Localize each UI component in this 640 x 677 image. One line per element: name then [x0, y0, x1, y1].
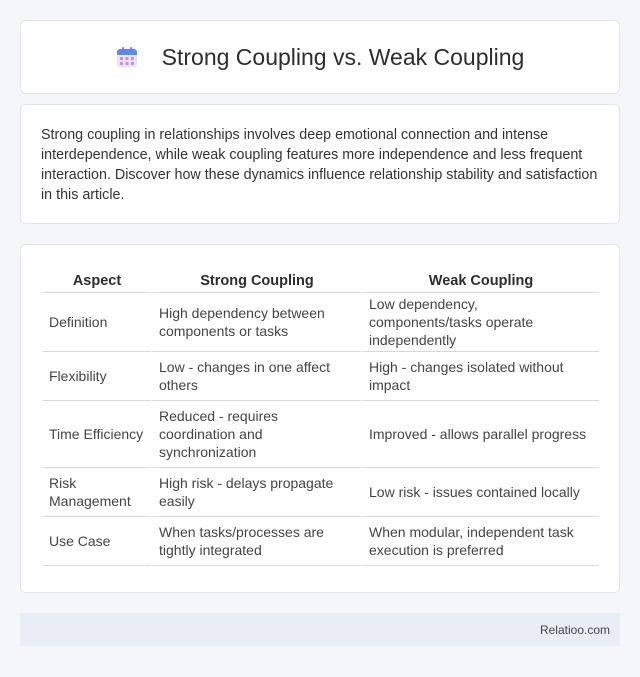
comparison-table	[43, 265, 599, 566]
intro-paragraph: Strong coupling in relationships involves deep emotional connection and intense interdependence, while weak coupling features more independence and less frequent interaction. Discover how these dynamics influence relationship stability and satisfaction in this article.	[41, 127, 598, 203]
table-row	[43, 293, 599, 352]
header-strong-coupling: Strong Coupling	[151, 265, 361, 293]
page-title: Strong Coupling vs. Weak Coupling	[161, 43, 525, 70]
row-strong: High dependency between components or tasks	[151, 293, 361, 352]
row-aspect: Definition	[43, 293, 151, 352]
row-weak: Low dependency, components/tasks operate independently	[361, 293, 599, 352]
table-row	[43, 468, 599, 517]
footer-site-name[interactable]: Relatioo.com	[539, 622, 610, 637]
row-weak: High - changes isolated without impact	[361, 352, 599, 401]
row-strong: Low - changes in one affect others	[151, 352, 361, 401]
row-aspect: Flexibility	[43, 352, 151, 401]
table-row	[43, 352, 599, 401]
table-row	[43, 517, 599, 566]
intro-card	[20, 104, 620, 224]
calendar-icon	[116, 46, 138, 68]
header-aspect: Aspect	[43, 265, 151, 293]
row-strong: High risk - delays propagate easily	[151, 468, 361, 517]
row-aspect: Time Efficiency	[43, 401, 151, 468]
header-weak-coupling: Weak Coupling	[361, 265, 599, 293]
table-header-row	[43, 265, 599, 293]
row-strong: When tasks/processes are tightly integrated	[151, 517, 361, 566]
footer	[20, 613, 620, 646]
title-card	[20, 20, 620, 94]
row-weak: When modular, independent task execution is preferred	[361, 517, 599, 566]
row-aspect: Use Case	[43, 517, 151, 566]
row-strong: Reduced - requires coordination and synchronization	[151, 401, 361, 468]
row-weak: Improved - allows parallel progress	[361, 401, 599, 468]
row-aspect: Risk Management	[43, 468, 151, 517]
comparison-card	[20, 244, 620, 593]
table-row	[43, 401, 599, 468]
row-weak: Low risk - issues contained locally	[361, 468, 599, 517]
